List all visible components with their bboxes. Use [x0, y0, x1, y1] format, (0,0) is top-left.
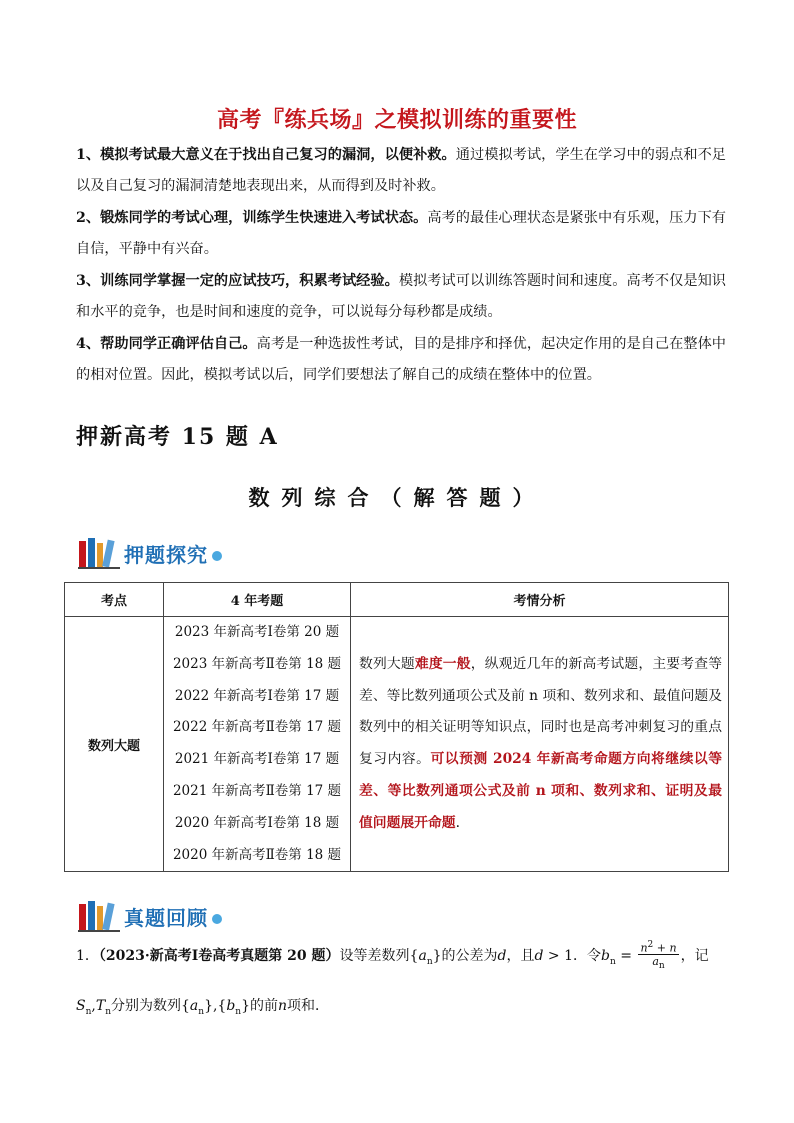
section-header-review [78, 898, 222, 934]
year-item: 2022 年新高考Ⅱ卷第 17 题 [172, 719, 342, 736]
question-source: （2023·新高考Ⅰ卷高考真题第 20 题） [98, 948, 340, 964]
section-label: 押题探究 [124, 542, 208, 567]
sub-title: 数列综合（解答题） [248, 485, 546, 510]
books-icon [78, 537, 122, 569]
dot-icon [212, 551, 222, 561]
topic-cell: 数列大题 [65, 617, 164, 872]
section-label: 真题回顾 [124, 905, 208, 930]
dot-icon [212, 914, 222, 924]
set-title: 押新高考 15 题 A [76, 424, 279, 450]
analysis-cell: 数列大题难度一般，纵观近几年的新高考试题，主要考查等差、等比数列通项公式及前 n 项和、数列求和、最值问题及数列中的相关证明等知识点，同时也是高考冲刺复习的重点复习内容。可以预测 2024 年新高考命题方向将继续以等差、等比数列通项公式及前 n 项和、数列求和、证明及最值问题展开命题. [351, 617, 729, 872]
point-2: 2、锻炼同学的考试心理，训练学生快速进入考试状态。高考的最佳心理状态是紧张中有乐观，压力下有自信，平静中有兴奋。 [76, 210, 726, 257]
point-4: 4、帮助同学正确评估自己。高考是一种选拔性考试，目的是排序和择优，起决定作用的是自己在整体中的相对位置。因此，模拟考试以后，同学们要想法了解自己的成绩在整体中的位置。 [76, 336, 726, 383]
exam-table [64, 582, 729, 872]
page-title: 高考『练兵场』之模拟训练的重要性 [216, 108, 577, 133]
header-years: 4 年考题 [164, 583, 351, 617]
year-item: 2020 年新高考Ⅱ卷第 18 题 [172, 846, 342, 863]
years-cell [164, 617, 351, 872]
table-row [65, 617, 729, 872]
header-topic: 考点 [65, 583, 164, 617]
fraction: $\frac{n^2 + n}{a_n}$ [640, 939, 677, 972]
year-item: 2021 年新高考Ⅰ卷第 17 题 [174, 751, 340, 768]
header-analysis: 考情分析 [351, 583, 729, 617]
year-item: 2023 年新高考Ⅰ卷第 20 题 [174, 624, 340, 640]
year-item: 2021 年新高考Ⅱ卷第 17 题 [172, 782, 342, 799]
year-item: 2023 年新高考Ⅱ卷第 18 题 [172, 655, 342, 672]
question-1: 1．（2023·新高考Ⅰ卷高考真题第 20 题）设等差数列$\{a_n\}$的公差为d，且d > 1．令$b_n$ = $\frac{n^2 + n}{a_n}$ ，记$S_n,T_n$分别为数列$\{a_n\},\{b_n\}$的前n项和． [76, 939, 709, 1017]
table-header-row [65, 583, 729, 617]
point-3: 3、训练同学掌握一定的应试技巧，积累考试经验。模拟考试可以训练答题时间和速度。高考不仅是知识和水平的竞争，也是时间和速度的竞争，可以说每分每秒都是成绩。 [76, 273, 726, 320]
point-1: 1、模拟考试最大意义在于找出自己复习的漏洞，以便补救。通过模拟考试，学生在学习中的弱点和不足以及自己复习的漏洞清楚地表现出来，从而得到及时补救。 [76, 147, 726, 194]
section-header-explore [78, 535, 222, 571]
books-icon [78, 900, 122, 932]
year-item: 2020 年新高考Ⅰ卷第 18 题 [174, 814, 340, 831]
question-number: 1． [76, 948, 99, 964]
year-item: 2022 年新高考Ⅰ卷第 17 题 [174, 687, 340, 704]
